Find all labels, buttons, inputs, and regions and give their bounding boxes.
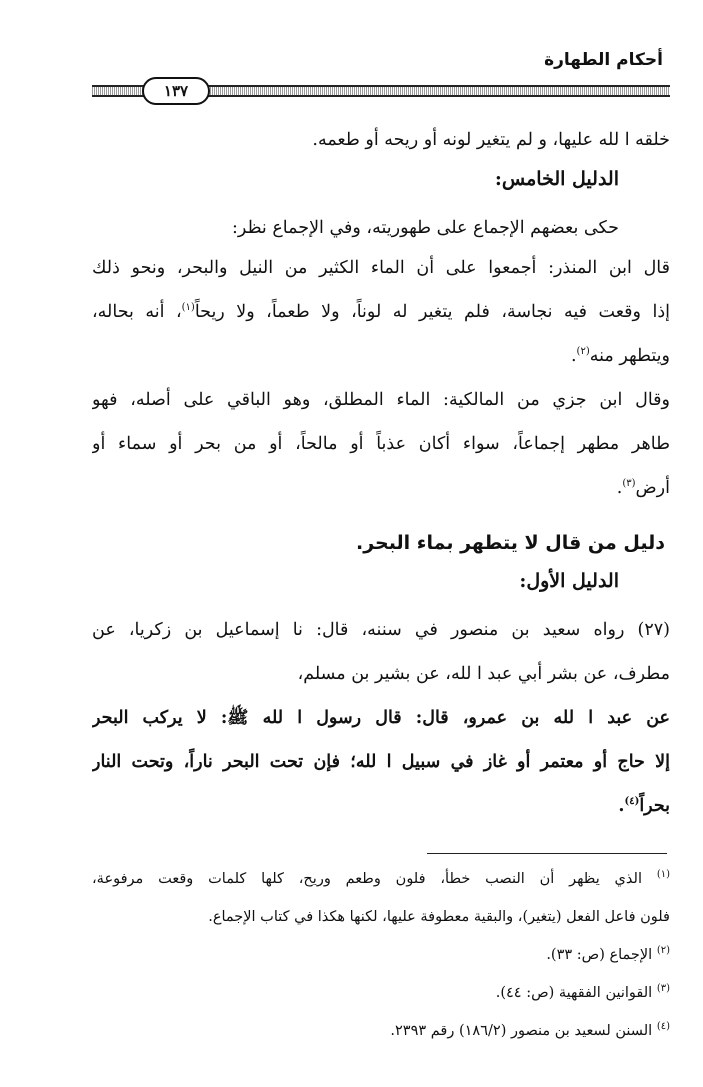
text-line: حكى بعضهم الإجماع على طهوريته، وفي الإجماع نظر: (232, 218, 619, 238)
text-line: وقال ابن جزي من المالكية: الماء المطلق، وهو الباقي على أصله، فهو (92, 390, 670, 410)
footnote-text: الإجماع (ص: ٣٣). (546, 947, 653, 963)
text-segment: . (616, 478, 623, 498)
text-segment: ويتطهر منه (589, 346, 670, 366)
text-line: مطرف، عن بشر أبي عبد ا لله، عن بشير بن مسلم، (297, 664, 670, 684)
text-line: قال ابن المنذر: أجمعوا على أن الماء الكثير من النيل والبحر، ونحو ذلك (92, 258, 670, 278)
running-header-title: أحكام الطهارة (544, 50, 663, 70)
section-title: دليل من قال لا يتطهر بماء البحر. (356, 532, 665, 554)
text-line (92, 466, 670, 510)
footnote-ref[interactable]: (٣) (622, 478, 636, 490)
footnote-text: السنن لسعيد بن منصور (١٨٦/٢) رقم ٢٣٩٣. (390, 1023, 653, 1039)
paragraph-ijma (49, 206, 619, 250)
text-line: إلا حاج أو معتمر أو غاز في سبيل ا لله؛ فإن تحت البحر ناراً، وتحت النار (92, 752, 670, 772)
page-number: ١٣٧ (142, 77, 210, 105)
footnote-ref[interactable]: (١) (181, 302, 195, 314)
paragraph-continuation (92, 118, 670, 162)
paragraph-hadith (92, 696, 670, 828)
text-segment: . (570, 346, 577, 366)
footnote-text: الذي يظهر أن النصب خطأ، فلون وطعم وريح، كلها كلمات وقعت مرفوعة، (92, 871, 642, 887)
footnote-item (92, 974, 670, 1012)
footnote-item (92, 936, 670, 974)
heading-fifth-evidence: الدليل الخامس: (494, 168, 619, 190)
footnote-number: (١) (656, 869, 670, 881)
footnote-number: (٣) (656, 983, 670, 995)
footnote-number: (٤) (656, 1021, 670, 1033)
text-line: خلقه ا لله عليها، و لم يتغير لونه أو ريحه أو طعمه. (312, 130, 670, 150)
paragraph-isnad (92, 608, 670, 696)
footnote-item (92, 898, 670, 936)
text-segment: . (618, 796, 625, 816)
footnote-number: (٢) (656, 945, 670, 957)
text-line: عن عبد ا لله بن عمرو، قال: قال رسول ا لله ﷺ: لا يركب البحر (92, 708, 670, 728)
footnote-text: القوانين الفقهية (ص: ٤٤). (495, 985, 653, 1001)
footnote-ref[interactable]: (٢) (576, 346, 590, 358)
paragraph-ibn-almundhir (92, 246, 670, 378)
paragraph-ibn-juzayy (92, 378, 670, 510)
heading-first-evidence: الدليل الأول: (519, 570, 619, 592)
text-line (92, 334, 670, 378)
text-line (92, 290, 670, 334)
footnote-ref[interactable]: (٤) (624, 796, 640, 808)
footnotes (92, 860, 670, 1050)
footnote-item (92, 860, 670, 898)
footnote-text: فلون فاعل الفعل (يتغير)، والبقية معطوفة عليها، لكنها هكذا في كتاب الإجماع. (208, 909, 670, 925)
text-line: طاهر مطهر إجماعاً، سواء أكان عذباً أو مالحاً، أو من بحر أو سماء أو (92, 434, 670, 454)
footnote-separator (427, 853, 667, 854)
text-line: (٢٧) رواه سعيد بن منصور في سننه، قال: نا إسماعيل بن زكريا، عن (92, 620, 670, 640)
text-line (92, 784, 670, 828)
text-segment: بحراً (639, 796, 670, 816)
text-segment: ، أنه بحاله، (92, 302, 182, 322)
text-segment: أرض (635, 478, 670, 498)
text-segment: إذا وقعت فيه نجاسة، فلم يتغير له لوناً، ولا طعماً، ولا ريحاً (194, 302, 670, 322)
footnote-item (92, 1012, 670, 1050)
